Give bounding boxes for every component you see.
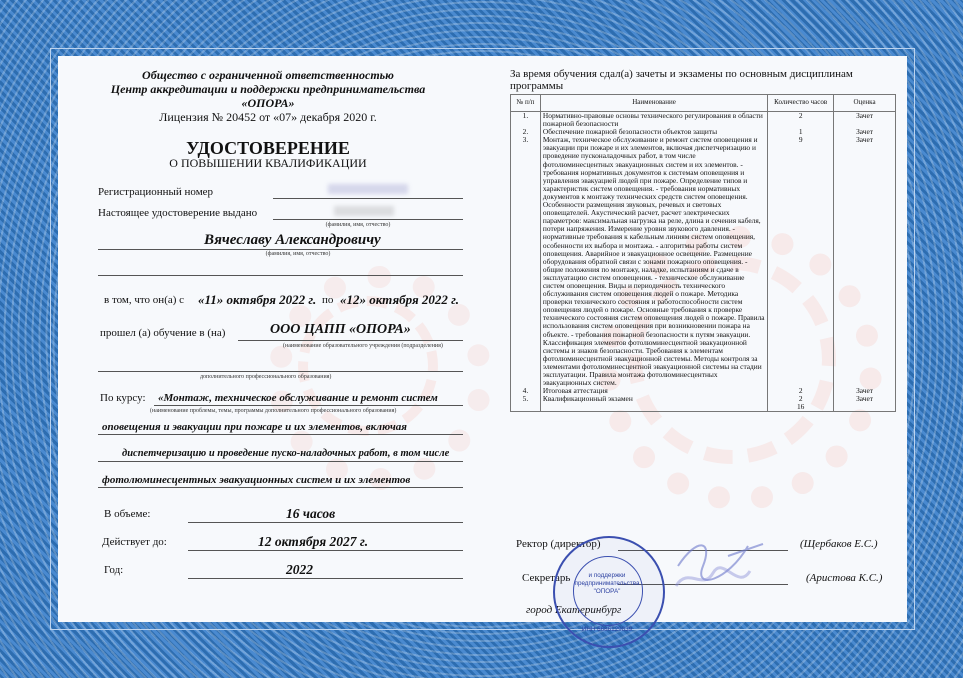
reg-number-label: Регистрационный номер: [98, 186, 214, 198]
row-number: 5.: [511, 395, 541, 403]
official-stamp: [553, 536, 665, 648]
table-row: [511, 395, 896, 403]
row-number: 4.: [511, 387, 541, 395]
issued-to-line: [273, 219, 463, 220]
row-hours-total: 16: [768, 403, 834, 412]
course-line-3-underline: [98, 461, 463, 462]
row-number: 2.: [511, 128, 541, 136]
course-line-2-underline: [98, 434, 463, 435]
course-line-3: диспетчеризацию и проведение пуско-наладочных работ, в том числе: [122, 448, 450, 459]
row-grade: Зачет: [834, 136, 896, 387]
valid-until-value: 12 октября 2027 г.: [258, 534, 369, 549]
row-name: Монтаж, техническое обслуживание и ремонт систем оповещения и эвакуации при пожаре и их элементов, включая диспетчеризацию и проведение пусконаладочных работ, в том числе фотолюминесцентных эвакуационных систем и их элементов. - требования нормативных документов к системам оповещения и управления эвакуацией людей при пожаре. Определение типов и характеристик систем оповещения. - требования нормативных документов к монтажу технических средств систем оповещения. Особенности размещения звуковых, речевых и световых оповещателей. Акустический расчет, расчет электрических параметров: максимальная нагрузка на реле, длина и сечения кабеля, потери напряжения. Измерение уровня звукового давления. - нормативные требования к кабельным линиям систем оповещения, особенности их выбора и монтажа. - алгоритмы работы систем оповещения. Аварийное и эвакуационное освещение. Размещение оборудования обратной связи с зонами пожарного оповещения. - общие положения по монтажу, наладке, испытаниям и сдаче в эксплуатацию систем оповещения. - техническое обслуживание систем оповещения. Виды и периодичность технического обслуживания систем оповещения людей о пожаре. Методика проверки технического состояния и работоспособности систем оповещения людей о пожаре. Основные требования к проверке технического состояния систем оповещения людей о пожаре. Правила использования систем оповещения при возникновении пожара на объекте. - требования пожарной безопасности к путям эвакуации. Классификация элементов фотолюминесцентной эвакуационной системы и знаков безопасности. Требования к элементам фотолюминесцентной эвакуационной системы. Методы контроля за элементами фотолюминесцентной эвакуационной системы на стадии эксплуатации. Правила монтажа фотолюминесцентных эвакуационных систем.: [540, 136, 767, 387]
doc-title: УДОСТОВЕРЕНИЕ: [186, 138, 350, 158]
issued-to-label: Настоящее удостоверение выдано: [98, 207, 258, 219]
course-line-4: фотолюминесцентных эвакуационных систем и их элементов: [102, 474, 411, 486]
row-number: 3.: [511, 136, 541, 387]
course-line-2: оповещения и эвакуации при пожаре и их элементов, включая: [102, 421, 407, 433]
disciplines-table: [510, 94, 896, 412]
issuer-line-2: Центр аккредитации и поддержки предпринимательства: [110, 82, 426, 96]
course-hint: (наименование проблемы, темы, программы дополнительного профессионального образования): [150, 408, 397, 414]
recipient-name-hint: (фамилия, имя, отчество): [265, 251, 331, 257]
year-line: [188, 578, 463, 579]
rosette-left-inner: [298, 296, 438, 436]
row-name: Обеспечение пожарной безопасности объектов защиты: [540, 128, 767, 136]
row-name: Нормативно-правовые основы технического регулирования в области пожарной безопасности: [540, 112, 767, 129]
year-value: 2022: [286, 562, 313, 577]
row-number: 1.: [511, 112, 541, 129]
stamp-text-2: предпринимательства: [574, 580, 640, 587]
row-grade: Зачет: [834, 387, 896, 395]
volume-line: [188, 522, 463, 523]
org-line: [238, 340, 463, 341]
org-hint-2: дополнительного профессионального образования): [200, 374, 332, 380]
course-line-1: «Монтаж, техническое обслуживание и ремонт систем: [158, 392, 438, 404]
reg-number-value-redacted: [328, 184, 408, 194]
course-line-1-underline: [154, 405, 463, 406]
row-grade: [834, 403, 896, 412]
surname-redacted: [334, 206, 394, 216]
row-number: [511, 403, 541, 412]
row-grade: Зачет: [834, 395, 896, 403]
recipient-name: Вячеславу Александровичу: [204, 232, 381, 248]
row-hours: 2: [768, 112, 834, 129]
reg-number-line: [273, 198, 463, 199]
org-hint: (наименование образовательного учреждения (подразделения): [283, 343, 443, 349]
org-name: ООО ЦАПП «ОПОРА»: [270, 322, 411, 337]
row-grade: Зачет: [834, 112, 896, 129]
row-name: Квалификационный экзамен: [540, 395, 767, 403]
row-name: Итоговая аттестация: [540, 387, 767, 395]
org-line-2: [98, 371, 463, 372]
course-label: По курсу:: [100, 392, 146, 404]
row-hours: 9: [768, 136, 834, 387]
issuer-line-1: Общество с ограниченной ответственностью: [142, 68, 394, 82]
disciplines-heading: За время обучения сдал(а) зачеты и экзамены по основным дисциплинам программы: [510, 68, 853, 92]
dates-prefix: в том, что он(а) с: [104, 294, 185, 306]
date-from: «11» октября 2022 г.: [198, 292, 317, 307]
stamp-inn: ИНН 6686129839: [581, 626, 633, 633]
col-number-header: № п/п: [511, 95, 541, 112]
issuer-line-3: «ОПОРА»: [241, 96, 295, 110]
stamp-text-1: и поддержки: [588, 572, 626, 579]
secretary-name: (Аристова К.С.): [806, 572, 883, 584]
row-name: [540, 403, 767, 412]
trained-at-label: прошел (а) обучение в (на): [100, 327, 226, 339]
surname-hint: (фамилия, имя, отчество): [325, 222, 391, 228]
table-row-total: [511, 403, 896, 412]
recipient-name-line: [98, 249, 463, 250]
course-line-4-underline: [98, 487, 463, 488]
year-label: Год:: [104, 564, 124, 576]
volume-value: 16 часов: [286, 506, 336, 521]
city: город Екатеринбург: [526, 604, 622, 616]
dates-mid: по: [322, 294, 334, 306]
license: Лицензия № 20452 от «07» декабря 2020 г.: [159, 110, 377, 124]
secretary-label: Секретарь: [522, 572, 571, 584]
valid-until-label: Действует до:: [102, 536, 167, 548]
doc-subtitle: О ПОВЫШЕНИИ КВАЛИФИКАЦИИ: [169, 156, 367, 170]
table-row: [511, 136, 896, 387]
date-to: «12» октября 2022 г.: [340, 292, 460, 307]
volume-label: В объеме:: [104, 508, 151, 520]
table-row: [511, 112, 896, 129]
row-grade: Зачет: [834, 128, 896, 136]
row-hours: 2: [768, 387, 834, 395]
rector-label: Ректор (директор): [516, 538, 601, 550]
col-hours-header: Количество часов: [768, 95, 834, 112]
blank-line: [98, 275, 463, 276]
row-hours: 2: [768, 395, 834, 403]
certificate-page: [58, 56, 907, 633]
valid-until-line: [188, 550, 463, 551]
col-name-header: Наименование: [540, 95, 767, 112]
row-hours: 1: [768, 128, 834, 136]
col-grade-header: Оценка: [834, 95, 896, 112]
secretary-signature: [668, 561, 758, 601]
rector-name: (Щербаков Е.С.): [800, 538, 878, 550]
stamp-text-3: "ОПОРА": [593, 588, 621, 595]
